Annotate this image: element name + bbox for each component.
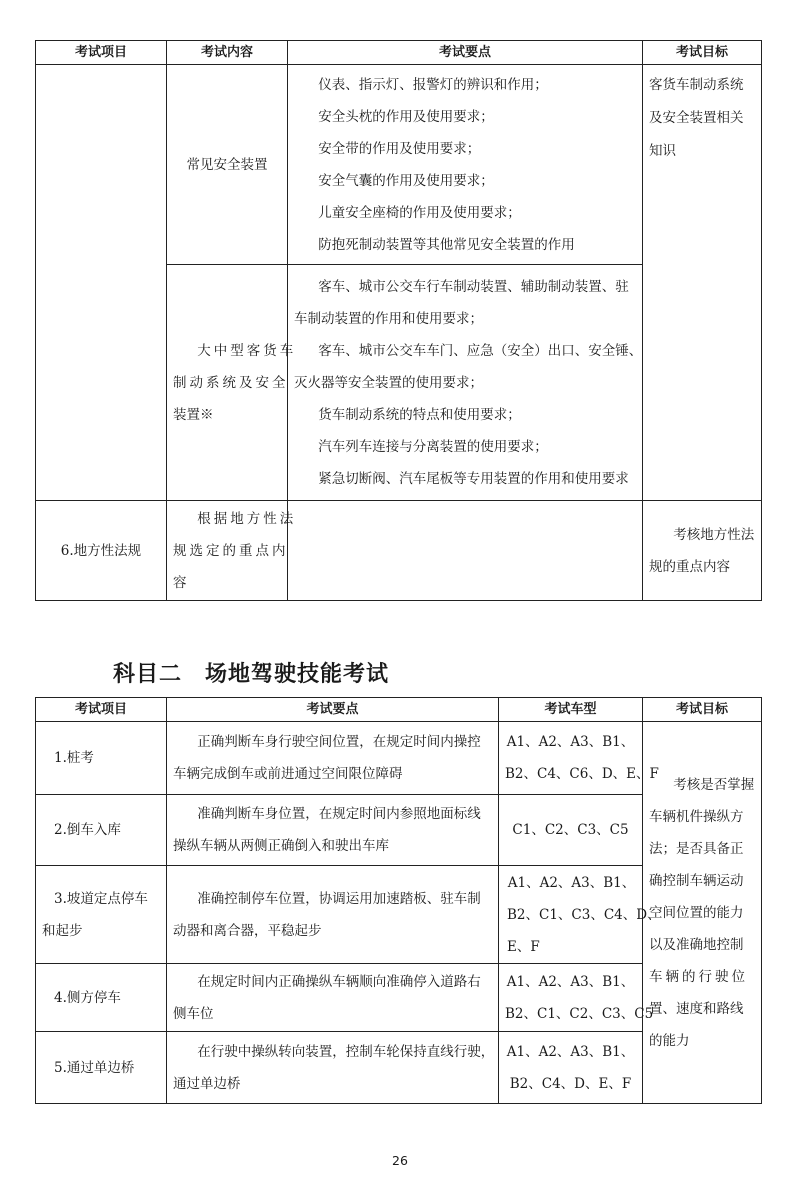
item-cell [36,1032,167,1104]
header-goal: 考试目标 [643,698,762,722]
vehicle-cell [499,964,654,1032]
content-line: 规选定的重点内 [173,542,289,559]
content-cell [167,65,288,265]
point-line: 安全头枕的作用及使用要求； [318,108,494,125]
item-cell: 6.地方性法规 [36,501,167,601]
vehicle-line: A1、A2、A3、B1、 [506,734,635,750]
goal-cell [643,501,762,601]
vehicle-line: C1、C2、C3、C5 [512,822,629,838]
header-vehicle: 考试车型 [499,698,643,722]
point-line: 操纵车辆从两侧正确倒入和驶出车库 [173,838,389,854]
point-line: 安全带的作用及使用要求； [318,140,481,157]
vehicle-line: B2、C4、D、E、F [509,1075,632,1092]
item-line: 1.桩考 [54,750,94,766]
header-points: 考试要点 [167,698,499,722]
point-line: 仪表、指示灯、报警灯的辨识和作用； [318,76,548,93]
header-item: 考试项目 [36,41,167,65]
header-points: 考试要点 [288,41,643,65]
point-line: 车辆完成倒车或前进通过空间限位障碍 [173,766,403,782]
points-cell [288,265,643,501]
goal-line: 考核地方性法 [673,526,755,543]
point-line: 客车、城市公交车车门、应急（安全）出口、安全锤、 [318,342,643,359]
goal-line: 的能力 [649,1032,690,1049]
vehicle-line: B2、C4、C6、D、E、F [505,766,659,782]
table-row [36,722,762,795]
header-goal: 考试目标 [643,41,762,65]
content-cell [167,501,297,601]
item-line: 5.通过单边桥 [54,1059,135,1076]
item-cell-empty [36,65,167,501]
section-title: 科目二 场地驾驶技能考试 [113,661,390,687]
vehicle-line: B2、C1、C3、C4、D、 [507,906,661,923]
item-line: 和起步 [42,922,83,939]
item-line: 2.倒车入库 [54,822,121,838]
item-line: 3.坡道定点停车 [54,890,148,907]
point-line: 防抱死制动装置等其他常见安全装置的作用 [318,236,575,253]
points-cell [167,722,499,795]
table2-header-row [36,698,762,722]
point-line: 紧急切断阀、汽车尾板等专用装置的作用和使用要求 [318,470,629,487]
header-item: 考试项目 [36,698,167,722]
point-line: 在行驶中操纵转向装置，控制车轮保持直线行驶， [197,1043,495,1060]
content-line: 大中型客货车 [197,342,297,359]
point-line: 货车制动系统的特点和使用要求； [318,406,521,423]
vehicle-cell [499,1032,643,1104]
goal-line: 空间位置的能力 [649,904,744,921]
table1-header-row [36,41,762,65]
points-cell [167,866,499,964]
vehicle-cell [499,795,643,866]
point-line: 准确判断车身位置，在规定时间内参照地面标线 [197,806,481,822]
item-cell [36,795,167,866]
goal-line: 及安全装置相关 [649,110,744,126]
table-row [36,501,762,601]
goal-line: 知识 [649,143,676,159]
content-line: 常见安全装置 [186,156,268,173]
vehicle-cell [499,866,661,964]
points-cell [288,65,643,265]
table-row [36,65,762,265]
item-cell [36,866,167,964]
point-line: 灭火器等安全装置的使用要求； [294,374,483,391]
point-line: 车制动装置的作用和使用要求； [294,310,483,327]
vehicle-line: A1、A2、A3、B1、 [506,973,635,990]
point-line: 通过单边桥 [173,1075,241,1092]
vehicle-line: B2、C1、C2、C3、C5 [505,1005,654,1022]
goal-line: 考核是否掌握 [673,776,755,793]
vehicle-line: A1、A2、A3、B1、 [506,1043,635,1060]
content-cell [167,265,297,501]
point-line: 动器和离合器，平稳起步 [173,922,322,939]
points-cell [167,1032,499,1104]
vehicle-line: E、F [507,938,540,955]
goal-line: 规的重点内容 [649,558,730,575]
points-cell [167,964,499,1032]
goal-cell [643,65,762,501]
goal-line: 置、速度和路线 [649,1000,744,1017]
point-line: 安全气囊的作用及使用要求； [318,172,494,189]
points-cell-empty [288,501,643,601]
point-line: 侧车位 [173,1005,214,1022]
point-line: 客车、城市公交车行车制动装置、辅助制动装置、驻 [318,278,629,295]
page-number: 26 [392,1153,408,1168]
point-line: 儿童安全座椅的作用及使用要求； [318,204,521,221]
subject1-table [35,40,762,601]
goal-line: 客货车制动系统 [649,77,744,93]
point-line: 汽车列车连接与分离装置的使用要求； [318,438,548,455]
point-line: 正确判断车身行驶空间位置，在规定时间内操控 [197,734,481,750]
item-cell [36,722,167,795]
goal-line: 车辆的行驶位 [649,968,748,985]
subject2-table [35,697,762,1104]
goal-line: 车辆机件操纵方 [649,808,744,825]
content-line: 根据地方性法 [197,510,297,527]
header-content: 考试内容 [167,41,288,65]
vehicle-line: A1、A2、A3、B1、 [507,874,636,891]
content-line: 装置※ [173,406,214,423]
point-line: 在规定时间内正确操纵车辆顺向准确停入道路右 [197,973,481,990]
goal-line: 以及准确地控制 [649,936,744,953]
content-line: 容 [173,574,187,591]
item-line: 4.侧方停车 [54,989,121,1006]
goal-line: 法；是否具备正 [649,840,744,857]
point-line: 准确控制停车位置，协调运用加速踏板、驻车制 [197,890,481,907]
points-cell [167,795,499,866]
item-cell [36,964,167,1032]
goal-line: 确控制车辆运动 [649,872,744,889]
content-line: 制动系统及安全 [173,374,289,391]
vehicle-cell [499,722,659,795]
